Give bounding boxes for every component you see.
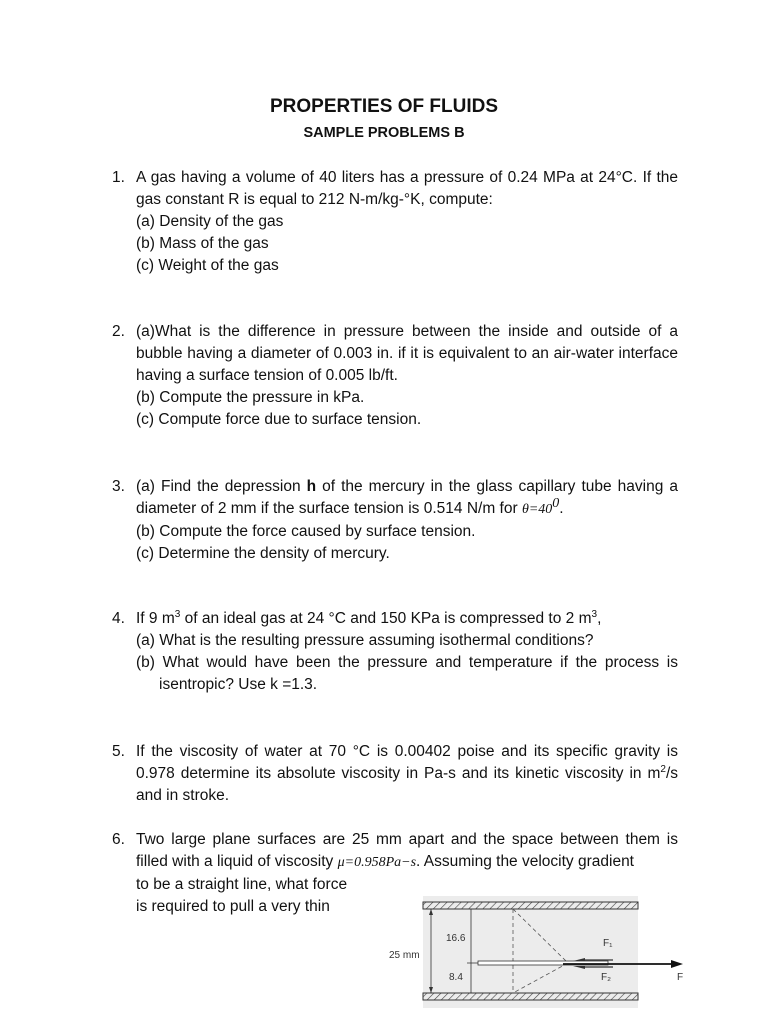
plates-figure [383, 888, 693, 1016]
force-label-f1: F₁ [603, 938, 613, 949]
sub-question-b: (b) Compute the pressure in kPa. [136, 389, 365, 406]
problem-text: (a)What is the difference in pressure between the inside and outside of a bubble having a diameter of 0.003 in. if it is equivalent to an air-water interface having a surface tension of 0.005 lb/ft. [136, 323, 678, 384]
dimension-label-top: 16.6 [446, 933, 466, 944]
viscosity-expression: μ=0.958Pa−s [337, 855, 417, 870]
problem-4 [112, 608, 678, 696]
sub-question-a: (a) Density of the gas [136, 213, 284, 230]
theta-expression: θ=40 [521, 502, 553, 517]
problem-text: (a) Find the depression h of the mercury in the glass capillary tube having a diameter of 2 mm if the surface tension is 0.514 N/m for $\theta=40^0$. [136, 478, 678, 517]
problem-number: 2. [112, 323, 125, 340]
problem-text: If 9 $m^3$ of an ideal gas at 24 °C and 150 KPa is compressed to 2 $m^3$, [136, 608, 602, 627]
sub-question-a: (a) What is the resulting pressure assuming isothermal conditions? [136, 632, 594, 649]
problem-text: A gas having a volume of 40 liters has a pressure of 0.24 MPa at 24°C. If the gas constant R is equal to 212 N-m/kg-°K, compute: [136, 169, 678, 208]
page-title: PROPERTIES OF FLUIDS [269, 96, 499, 117]
page-subtitle: SAMPLE PROBLEMS B [303, 125, 465, 141]
problem-1 [112, 167, 678, 277]
problem-5 [112, 741, 678, 807]
variable-h: h [306, 478, 317, 495]
sub-question-c: (c) Compute force due to surface tension. [136, 411, 422, 428]
dimension-label-bottom: 8.4 [449, 972, 463, 983]
problem-number: 5. [112, 743, 125, 760]
sub-question-b: (b) Compute the force caused by surface tension. [136, 523, 476, 540]
problem-number: 4. [112, 610, 125, 627]
problem-number: 3. [112, 478, 125, 495]
problem-text: If the viscosity of water at 70 °C is 0.00402 poise and its specific gravity is 0.978 determine its absolute viscosity in Pa-s and its kinetic viscosity in $m^2/s$ and in stroke. [136, 743, 678, 804]
top-plate [423, 902, 638, 909]
sub-question-b: (b) Mass of the gas [136, 235, 269, 252]
problem-text-line: is required to pull a very thin [136, 898, 330, 915]
fluid-region [423, 896, 638, 1008]
problem-number: 6. [112, 831, 125, 848]
force-arrow-head [671, 960, 683, 968]
sub-question-c: (c) Weight of the gas [136, 257, 279, 274]
problem-text-line: to be a straight line, what force [136, 876, 348, 893]
dimension-label-total: 25 mm [389, 950, 420, 961]
force-label-f: F [677, 972, 684, 983]
sub-question-b: (b) What would have been the pressure and temperature if the process is isentropic? Use k =1.3. [136, 654, 678, 693]
problem-2 [112, 321, 678, 431]
problem-3 [112, 476, 678, 565]
sub-question-c: (c) Determine the density of mercury. [136, 545, 390, 562]
force-label-f2: F₂ [601, 972, 611, 983]
problem-text: Two large plane surfaces are 25 mm apart and the space between them is filled with a liquid of viscosity μ=0.958Pa−s. Assuming the velocity gradient [136, 831, 678, 870]
bottom-plate [423, 993, 638, 1000]
problem-number: 1. [112, 169, 125, 186]
